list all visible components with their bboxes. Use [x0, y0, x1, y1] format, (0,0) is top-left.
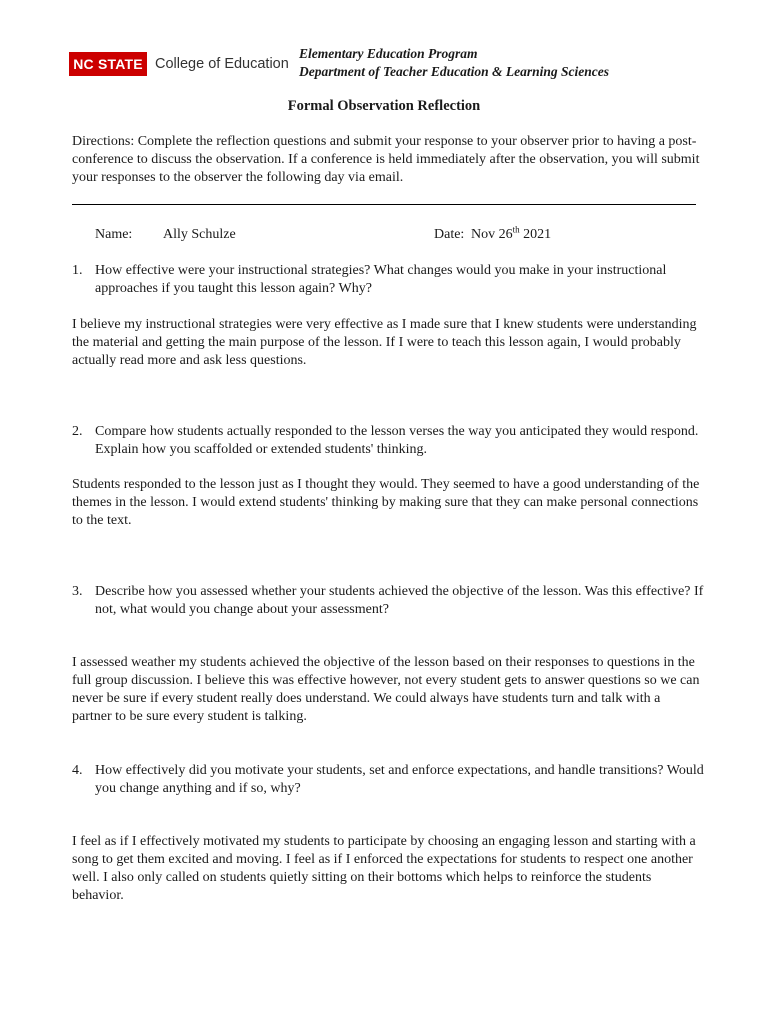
- divider: [72, 204, 696, 205]
- question-text: Compare how students actually responded to the lesson verses the way you anticipated they would respond. Explain how you scaffolded or extended students' thinking.: [95, 424, 699, 457]
- question-text: How effective were your instructional strategies? What changes would you make in your instructional approaches if you taught this lesson again? Why?: [95, 263, 667, 296]
- page-title: Formal Observation Reflection: [287, 98, 481, 114]
- question-text: How effectively did you motivate your students, set and enforce expectations, and handle transitions? Would you change anything and if so, why?: [95, 763, 704, 796]
- question-number: 3.: [72, 584, 83, 599]
- college-name: College of Education: [155, 56, 289, 72]
- name-value: Ally Schulze: [163, 227, 236, 242]
- ncstate-logo: NC STATE: [69, 52, 147, 76]
- answer-text: I feel as if I effectively motivated my students to participate by choosing an engaging lesson and starting with a song to get them excited and moving. I feel as if I enforced the expectations for students to respect one another well. I also only called on students quietly sitting on their bottoms which helps to reinforce the students behavior.: [72, 834, 696, 903]
- department-name: Department of Teacher Education & Learning Sciences: [299, 64, 609, 79]
- question-number: 4.: [72, 763, 83, 778]
- program-name: Elementary Education Program: [299, 46, 478, 61]
- question-number: 2.: [72, 424, 83, 439]
- date-value: Nov 26th 2021: [471, 224, 552, 242]
- name-label: Name:: [95, 227, 133, 242]
- answer-text: I assessed weather my students achieved the objective of the lesson based on their responses to questions in the full group discussion. I believe this was effective however, not every student gets to answer questions so we can never be sure if every student really does understand. We could always have students turn and talk with a partner to be sure every student is talking.: [72, 655, 700, 724]
- answer-text: I believe my instructional strategies were very effective as I made sure that I knew students were understanding the material and getting the main purpose of the lesson. If I were to teach this lesson again, I would probably actually read more and ask less questions.: [72, 317, 697, 368]
- question-number: 1.: [72, 263, 83, 278]
- date-label: Date:: [434, 227, 465, 242]
- answer-text: Students responded to the lesson just as I thought they would. They seemed to have a good understanding of the themes in the lesson. I would extend students' thinking by making sure that they can make personal connections to the text.: [72, 477, 700, 528]
- question-text: Describe how you assessed whether your students achieved the objective of the lesson. Was this effective? If not, what would you change about your assessment?: [95, 584, 704, 617]
- directions-text: Directions: Complete the reflection questions and submit your response to your observer prior to having a post-conference to discuss the observation. If a conference is held immediately after the observation, you will submit your responses to the observer the following day via email.: [72, 134, 700, 185]
